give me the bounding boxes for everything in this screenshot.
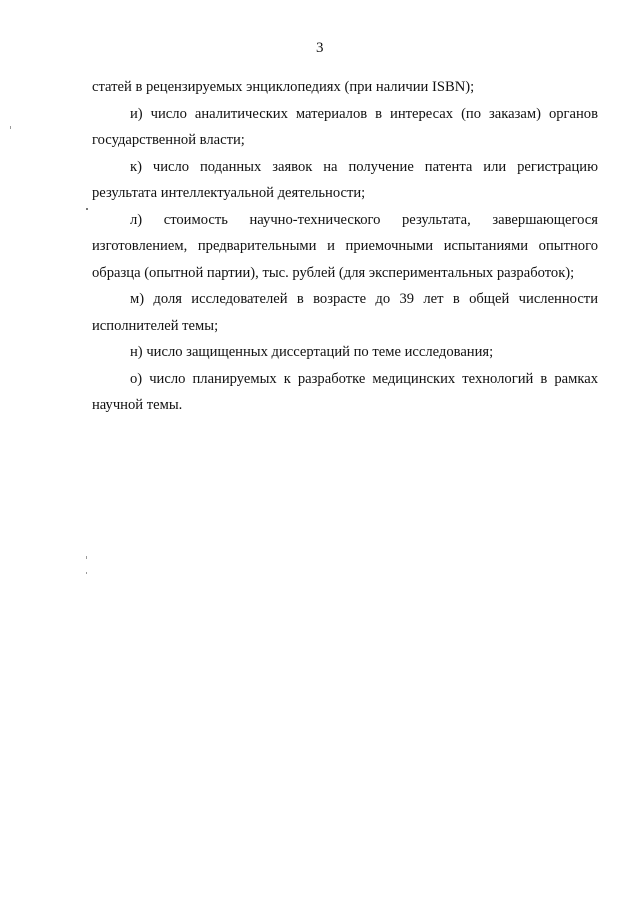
page-number: 3 <box>316 40 324 56</box>
paragraph-item-m: м) доля исследователей в возрасте до 39 лет в общей численности исполнителей темы; <box>92 291 598 334</box>
scan-speck <box>86 572 87 574</box>
paragraph-item-l: л) стоимость научно-технического результата, завершающегося изготовлением, предварительными и приемочными испытаниями опытного образца (опытной партии), тыс. рублей (для экспериментальных разработок); <box>92 211 598 281</box>
paragraph-item-k: к) число поданных заявок на получение патента или регистрацию результата интеллектуальной деятельности; <box>92 158 598 201</box>
paragraph-item-n: н) число защищенных диссертаций по теме исследования; <box>130 344 494 360</box>
paragraph-item-i: и) число аналитических материалов в интересах (по заказам) органов государственной власти; <box>92 105 598 148</box>
paragraph-continuation: статей в рецензируемых энциклопедиях (при наличии ISBN); <box>92 79 475 95</box>
document-body <box>92 74 598 419</box>
paragraph-item-o: о) число планируемых к разработке медицинских технологий в рамках научной темы. <box>92 370 598 413</box>
scan-speck <box>10 126 11 129</box>
scan-speck <box>86 208 88 210</box>
scan-speck <box>86 556 87 559</box>
